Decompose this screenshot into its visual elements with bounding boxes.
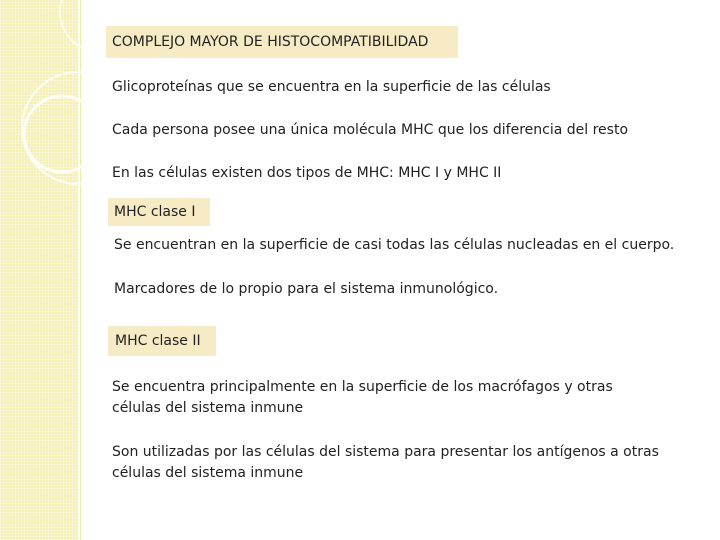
page-title: COMPLEJO MAYOR DE HISTOCOMPATIBILIDAD <box>106 26 458 58</box>
decorative-circle-small <box>24 96 100 172</box>
mhc-clase-2-line-1b: células del sistema inmune <box>112 400 304 416</box>
text-glicoproteinas: Glicoproteínas que se encuentra en la superficie de las células <box>112 79 551 95</box>
mhc-clase-1-line-2: Marcadores de lo propio para el sistema inmunológico. <box>114 281 499 297</box>
text-cada-persona: Cada persona posee una única molécula MHC que los diferencia del resto <box>112 122 629 138</box>
mhc-clase-1-line-1: Se encuentran en la superficie de casi todas las células nucleadas en el cuerpo. <box>114 237 675 253</box>
mhc-clase-2-line-1a: Se encuentra principalmente en la superficie de los macrófagos y otras <box>112 379 613 395</box>
text-dos-tipos: En las células existen dos tipos de MHC: MHC I y MHC II <box>112 165 502 181</box>
mhc-clase-1-label: MHC clase I <box>108 198 210 226</box>
mhc-clase-2-line-2a: Son utilizadas por las células del sistema para presentar los antígenos a otras <box>112 444 659 460</box>
mhc-clase-2-label: MHC clase II <box>108 326 216 356</box>
mhc-clase-2-line-2b: células del sistema inmune <box>112 465 304 481</box>
